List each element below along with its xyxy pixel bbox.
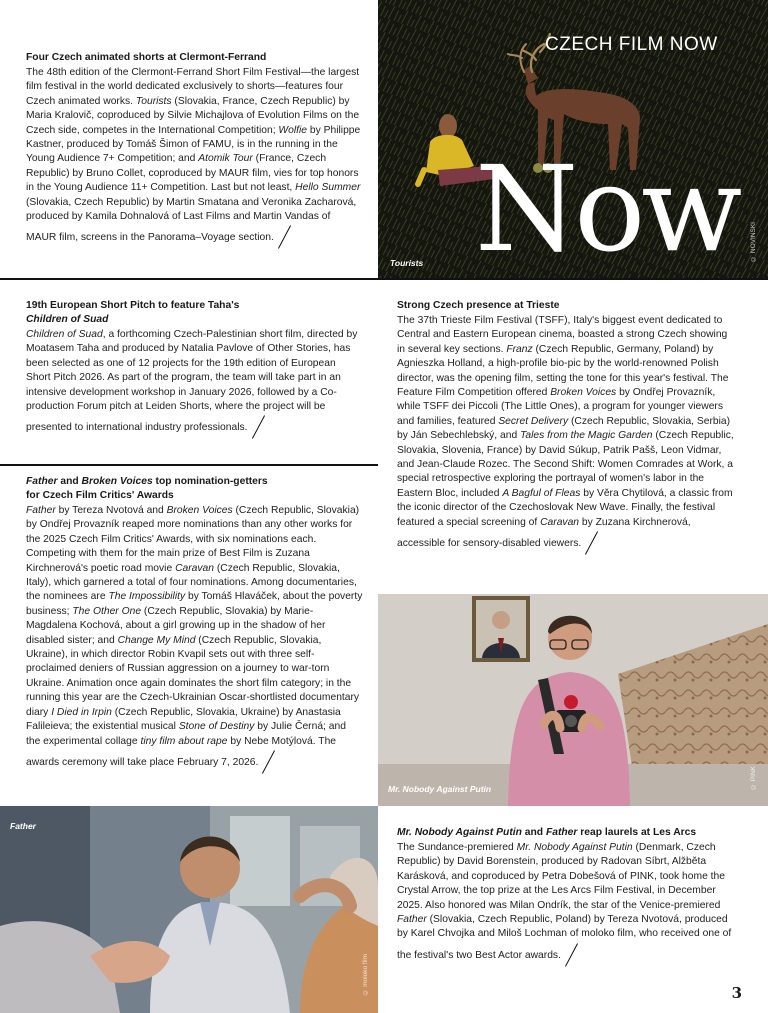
hero-big-word: Now [475,140,739,278]
article-body: The 37th Trieste Film Festival (TSFF), Italy's biggest event dedicated to Central and Eastern European cinema, boasted a strong Czech showing in several key sections. Franz (Czech Republic, Germany, Poland) by Agnieszka Holland, a high-profile bio-pic by the world-renowned Polish director, was the opening film, setting the tone for this year's festival. The Feature Film Competition offered Broken Voices by Ondřej Provazník, while TSFF dei Piccoli (The Little Ones), a program for younger viewers and families, featured Secret Delivery (Czech Republic, Slovakia, Serbia) by Ján Sebechlebský, and Tales from the Magic Garden (Czech Republic, Slovakia, Slovenia, France) by David Súkup, Patrik Pašš, Leon Vidmar, and Jean-Claude Rozec. The Second Shift: Women Comrades at Work, a special retrospective exploring the portrayal of women's labor in the Eastern Bloc, included A Bagful of Fleas by Věra Chytilová, a classic from the iconic director of the Czechoslovak New Wave. Finally, the festival featured a special screening of Caravan by Zuzana Kirchnerová, accessible for sensory-disabled viewers. [397,314,734,556]
end-slash [262,750,275,773]
classroom-photo [378,594,768,806]
article-clermont [26,51,363,250]
article-title: Mr. Nobody Against Putin and Father reap laurels at Les Arcs [397,827,697,838]
divider [0,278,768,280]
image-caption: Father [10,821,36,831]
image-caption: Mr. Nobody Against Putin [388,784,492,794]
article-trieste [397,299,734,556]
article-short-pitch [26,299,363,440]
hero-image [378,0,768,278]
article-title: 19th European Short Pitch to feature Taha's Children of Suad [26,300,240,325]
image-credit: © moloko film [362,954,369,996]
page-number: 3 [731,984,742,1002]
hero-header: CZECH FILM NOW [545,34,718,55]
end-slash [585,531,598,554]
image-caption: Tourists [390,258,424,268]
article-body: The 48th edition of the Clermont-Ferrand Short Film Festival—the largest film festival in the world dedicated exclusively to shorts—features four Czech animated works. Tourists (Slovakia, France, Czech Republic) by Maria Kralovič, coproduced by Silvie Michajlova of Evolution Films on the Czech side, competes in the International Competition; Wolfie by Philippe Kastner, produced by Tomáš Šimon of FAMU, is in the running in the Young Audience 7+ Competition; and Atomik Tour (France, Czech Republic) by Bruno Collet, coproduced by MAUR film, vies for top honors in the Young Audience 11+ Competition. Last but not least, Hello Summer (Slovakia, Czech Republic) by Martin Smatana and Veronika Zacharová, produced by Kamila Dohnalová of Last Films and Martin Vandas of MAUR film, screens in the Panorama–Voyage section. [26,66,363,250]
photo-mr-nobody [378,594,768,806]
article-body: Father by Tereza Nvotová and Broken Voices (Czech Republic, Slovakia) by Ondřej Provazník reaped more nominations than any other works for the 2025 Czech Film Critics' Awards, with six nominations each. Competing with them for the main prize of Best Film is Zuzana Kirchnerová's poetic road movie Caravan (Czech Republic, Slovakia, Italy), which garnered a total of four nominations. Among documentaries, the nominees are The Impossibility by Tomáš Hlaváček, about the poverty business; The Other One (Czech Republic, Slovakia) by Marie-Magdalena Kochová, about a girl growing up in the shadow of her disabled sister; and Change My Mind (Czech Republic, Slovakia, Ukraine), in which director Robin Kvapil sets out with three self-proclaimed deniers of Russian aggression on a journey to war-torn Ukraine. Animation once again dominates the short film category; in the running this year are the Czech-Ukrainian Oscar-shortlisted documentary diary I Died in Irpin (Czech Republic, Slovakia, Ukraine) by Anastasia Falileieva; the existential musical Stone of Destiny by Julie Černá; and the experimental collage tiny film about rape by Nebe Motýlová. The awards ceremony will take place February 7, 2026. [26,504,363,775]
article-title: Strong Czech presence at Trieste [397,300,560,311]
article-les-arcs [397,826,734,968]
article-title: Four Czech animated shorts at Clermont-Ferrand [26,52,267,63]
article-title: Father and Broken Voices top nomination-getters for Czech Film Critics' Awards [26,476,268,501]
end-slash [251,416,264,439]
father-still [0,806,378,1013]
end-slash [278,226,291,249]
image-credit: © PINK [750,766,757,790]
article-critics-awards [26,475,363,775]
photo-father [0,806,378,1013]
article-body: Children of Suad, a forthcoming Czech-Palestinian short film, directed by Moatasem Taha and produced by Natalia Pavlove of Other Stories, has been selected as one of 12 projects for the 19th edition of European Short Pitch 2026. As part of the program, the team will take part in an intensive development workshop in January 2026, followed by a Co-production Forum pitch at Leiden Shorts, where the project will be presented to international industry professionals. [26,328,363,440]
end-slash [565,943,578,966]
divider [0,464,378,466]
article-body: The Sundance-premiered Mr. Nobody Against Putin (Denmark, Czech Republic) by David Borenstein, produced by Radovan Síbrt, Alžběta Karásková, and coproduced by Petra Dobešová of PINK, took home the Crystal Arrow, the top prize at the Les Arcs Film Festival, in December 2025. Also honored was Milan Ondrík, the star of the Venice-premiered Father (Slovakia, Czech Republic, Poland) by Tereza Nvotová, produced by Karel Chvojka and Miloš Lochman of moloko film, who received one of the festival's two Best Actor awards. [397,841,734,968]
image-credit: © NOVINSKI [750,222,757,262]
